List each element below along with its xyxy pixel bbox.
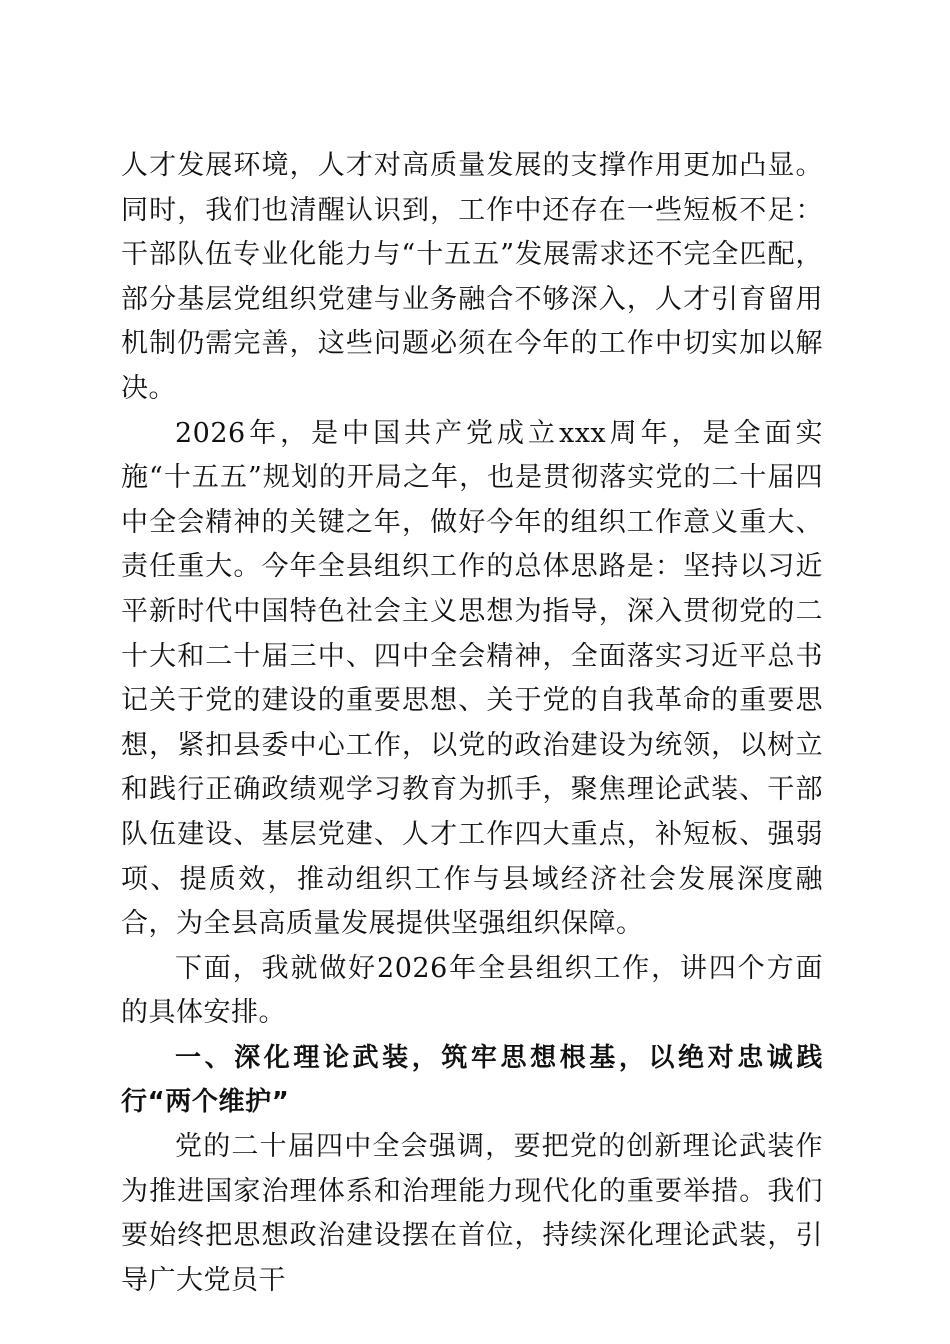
paragraph-continuation: 人才发展环境，人才对高质量发展的支撑作用更加凸显。同时，我们也清醒认识到，工作中还存在一些短板不足：干部队伍专业化能力与“十五五”发展需求还不完全匹配，部分基层党组织党建与业务融合不够深入，人才引育留用机制仍需完善，这些问题必须在今年的工作中切实加以解决。 <box>121 150 823 404</box>
paragraph-section-one-body: 党的二十届四中全会强调，要把党的创新理论武装作为推进国家治理体系和治理能力现代化的重要举措。我们要始终把思想政治建设摆在首位，持续深化理论武装，引导广大党员干 <box>121 1131 823 1296</box>
section-heading-one: 一、深化理论武装，筑牢思想根基，以绝对忠诚践行“两个维护” <box>121 1042 823 1118</box>
paragraph-general-approach: 2026年，是中国共产党成立xxx周年，是全面实施“十五五”规划的开局之年，也是贯彻落实党的二十届四中全会精神的关键之年，做好今年的组织工作意义重大、责任重大。今年全县组织工作的总体思路是：坚持以习近平新时代中国特色社会主义思想为指导，深入贯彻党的二十大和二十届三中、四中全会精神，全面落实习近平总书记关于党的建设的重要思想、关于党的自我革命的重要思想，紧扣县委中心工作，以党的政治建设为统领，以树立和践行正确政绩观学习教育为抓手，聚焦理论武装、干部队伍建设、基层党建、人才工作四大重点，补短板、强弱项、提质效，推动组织工作与县域经济社会发展深度融合，为全县高质量发展提供坚强组织保障。 <box>121 417 823 940</box>
document-body <box>121 144 823 1303</box>
paragraph-arrangement-intro: 下面，我就做好2026年全县组织工作，讲四个方面的具体安排。 <box>121 952 823 1029</box>
